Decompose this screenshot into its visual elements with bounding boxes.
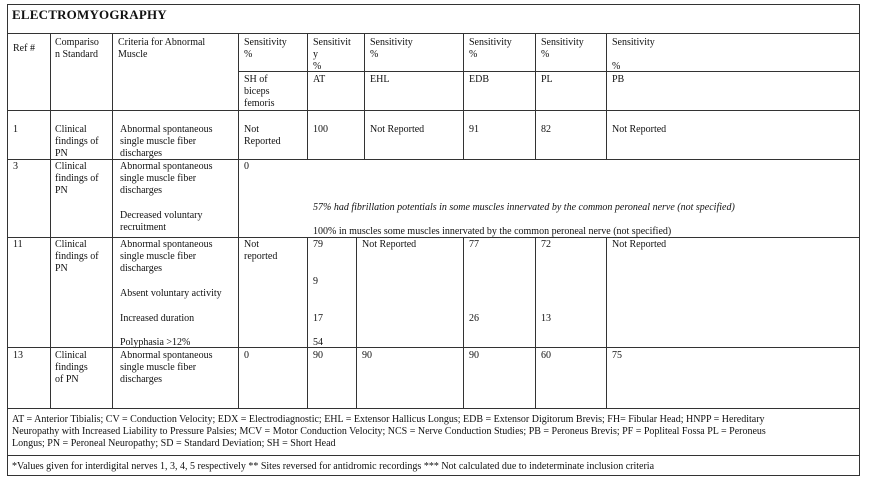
row3-criteria1-2: single muscle fiber	[120, 173, 197, 184]
header-sens1-2: %	[244, 49, 253, 60]
row11-ehl: Not Reported	[362, 239, 417, 250]
col-rule-5b	[356, 237, 357, 408]
row1-sh-1: Not	[244, 124, 259, 135]
row1-criteria-2: single muscle fiber	[120, 136, 197, 147]
row13-criteria-1: Abnormal spontaneous	[120, 350, 213, 361]
footnote: *Values given for interdigital nerves 1, 3, 4, 5 respectively ** Sites reversed for antidromic recordings *** Not calculated due to indeterminate inclusion criteria	[12, 461, 655, 472]
muscle-at: AT	[313, 74, 326, 85]
muscle-sh-1: SH of	[244, 74, 268, 85]
row11-edb-1: 77	[469, 239, 479, 250]
row13-pb: 75	[612, 350, 622, 361]
col-rule-6	[463, 33, 464, 159]
muscle-pl: PL	[541, 74, 553, 85]
header-sens6-3: %	[612, 61, 621, 72]
row3-criteria1-1: Abnormal spontaneous	[120, 161, 213, 172]
rule-header	[7, 110, 860, 111]
row1-criteria-3: discharges	[120, 148, 163, 159]
row1-criteria-1: Abnormal spontaneous	[120, 124, 213, 135]
header-sens6-1: Sensitivity	[612, 37, 655, 48]
header-criteria-2: Muscle	[118, 49, 148, 60]
col-rule-4	[307, 33, 308, 159]
row3-comparison-3: PN	[55, 185, 68, 196]
abbreviations-line-2: Neuropathy with Increased Liability to Pressure Palsies; MCV = Motor Conduction Velocity; NCS = Nerve Conduction Studies; PB = Peroneus Brevis; PF = Popliteal Fossa PL = Peroneus	[12, 426, 766, 437]
row1-comparison-3: PN	[55, 148, 68, 159]
header-comparison-1: Compariso	[55, 37, 99, 48]
row13-ehl: 90	[362, 350, 372, 361]
row11-criteria1-3: discharges	[120, 263, 163, 274]
row1-comparison-1: Clinical	[55, 124, 87, 135]
row3-comparison-1: Clinical	[55, 161, 87, 172]
row13-pl: 60	[541, 350, 551, 361]
row3-note-muscles: 100% in muscles some muscles innervated by the common peroneal nerve (not specified)	[313, 226, 672, 237]
row13-comparison-3: of PN	[55, 374, 79, 385]
header-sens3-2: %	[370, 49, 379, 60]
col-rule-7b	[535, 237, 536, 408]
row1-pl: 82	[541, 124, 551, 135]
row11-criteria1-1: Abnormal spontaneous	[120, 239, 213, 250]
row13-criteria-3: discharges	[120, 374, 163, 385]
col-rule-6b	[463, 237, 464, 408]
row1-edb: 91	[469, 124, 479, 135]
col-rule-4b	[307, 237, 308, 408]
row13-comparison-2: findings	[55, 362, 88, 373]
header-criteria-1: Criteria for Abnormal	[118, 37, 206, 48]
abbreviations-line-3: Longus; PN = Peroneal Neuropathy; SD = Standard Deviation; SH = Short Head	[12, 438, 336, 449]
rule-muscle-row	[238, 71, 860, 72]
row11-sh-2: reported	[244, 251, 278, 262]
header-sens1-1: Sensitivity	[244, 37, 287, 48]
row3-criteria2-1: Decreased voluntary	[120, 210, 203, 221]
muscle-sh-2: biceps	[244, 86, 270, 97]
row11-at-4: 54	[313, 337, 323, 348]
col-rule-8	[606, 33, 607, 159]
header-sens2-2: y	[313, 49, 318, 60]
row11-criteria1-2: single muscle fiber	[120, 251, 197, 262]
col-rule-8b	[606, 237, 607, 408]
header-comparison-2: n Standard	[55, 49, 99, 60]
col-rule-3	[238, 33, 239, 408]
row11-criteria4: Polyphasia >12%	[120, 337, 191, 348]
row3-criteria1-3: discharges	[120, 185, 163, 196]
row11-comparison-1: Clinical	[55, 239, 87, 250]
row13-edb: 90	[469, 350, 479, 361]
col-rule-5a	[364, 33, 365, 159]
row3-sh: 0	[244, 161, 249, 172]
header-sens4-2: %	[469, 49, 478, 60]
row11-ref: 11	[13, 239, 23, 250]
row11-pl-1: 72	[541, 239, 551, 250]
abbreviations-line-1: AT = Anterior Tibialis; CV = Conduction Velocity; EDX = Electrodiagnostic; EHL = Extensor Hallicus Longus; EDB = Extensor Digitorum Brevis; FH= Fibular Head; HNPP = Hereditary	[12, 414, 765, 425]
row1-comparison-2: findings of	[55, 136, 99, 147]
row11-criteria3: Increased duration	[120, 313, 195, 324]
row3-note-fibrillation: 57% had fibrillation potentials in some muscles innervated by the common peroneal nerve (not specified)	[313, 202, 735, 213]
muscle-ehl: EHL	[370, 74, 390, 85]
row1-sh-2: Reported	[244, 136, 281, 147]
header-sens5-1: Sensitivity	[541, 37, 584, 48]
rule-abbrev	[7, 455, 860, 456]
row11-comparison-2: findings of	[55, 251, 99, 262]
col-rule-2	[112, 33, 113, 408]
row11-comparison-3: PN	[55, 263, 68, 274]
col-rule-1	[50, 33, 51, 408]
row11-at-1: 79	[313, 239, 323, 250]
row11-edb-2: 26	[469, 313, 479, 324]
row1-at: 100	[313, 124, 328, 135]
row11-pb: Not Reported	[612, 239, 667, 250]
row11-at-3: 17	[313, 313, 323, 324]
rule-row13	[7, 408, 860, 409]
row3-ref: 3	[13, 161, 18, 172]
row11-at-2: 9	[313, 276, 318, 287]
header-sens5-2: %	[541, 49, 550, 60]
row13-sh: 0	[244, 350, 249, 361]
header-sens2-1: Sensitivit	[313, 37, 351, 48]
muscle-pb: PB	[612, 74, 625, 85]
row13-comparison-1: Clinical	[55, 350, 87, 361]
row1-ref: 1	[13, 124, 18, 135]
header-sens3-1: Sensitivity	[370, 37, 413, 48]
row11-criteria2: Absent voluntary activity	[120, 288, 222, 299]
row13-criteria-2: single muscle fiber	[120, 362, 197, 373]
row1-pb: Not Reported	[612, 124, 667, 135]
muscle-sh-3: femoris	[244, 98, 275, 109]
header-ref: Ref #	[13, 43, 35, 54]
row11-sh-1: Not	[244, 239, 259, 250]
row13-at: 90	[313, 350, 323, 361]
row11-pl-2: 13	[541, 313, 551, 324]
col-rule-7	[535, 33, 536, 159]
header-sens4-1: Sensitivity	[469, 37, 512, 48]
muscle-edb: EDB	[469, 74, 489, 85]
rule-title	[7, 33, 860, 34]
table-title: ELECTROMYOGRAPHY	[12, 7, 167, 22]
row3-comparison-2: findings of	[55, 173, 99, 184]
row13-ref: 13	[13, 350, 23, 361]
row1-ehl: Not Reported	[370, 124, 425, 135]
row3-criteria2-2: recruitment	[120, 222, 167, 233]
header-sens2-3: %	[313, 61, 322, 72]
